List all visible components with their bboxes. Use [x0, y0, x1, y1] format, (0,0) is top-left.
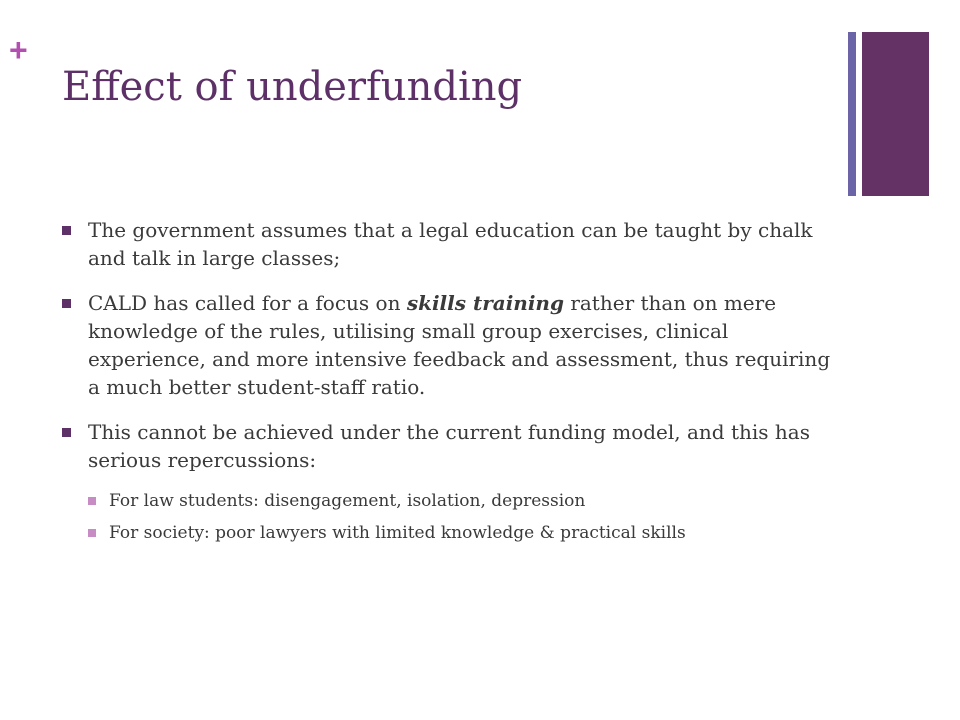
square-bullet-icon [62, 299, 71, 308]
decorative-bar-thin [848, 32, 856, 196]
bullet-text: This cannot be achieved under the current funding model, and this has serious repercussions: [88, 420, 810, 472]
decorative-bar-thick [862, 32, 929, 196]
slide-title: Effect of underfunding [62, 64, 523, 110]
sub-bullet-text: For law students: disengagement, isolation, depression [109, 491, 586, 511]
bullet-item-cald [62, 289, 832, 401]
bullet-text: The government assumes that a legal education can be taught by chalk and talk in large classes; [88, 218, 813, 270]
bullet-item-funding-model [62, 418, 832, 546]
bullet-item-government [62, 216, 832, 272]
square-bullet-icon [88, 497, 96, 505]
plus-icon: + [9, 32, 28, 68]
sub-bullet-text: For society: poor lawyers with limited knowledge & practical skills [109, 523, 686, 543]
bullet-list [62, 216, 832, 546]
emphasized-text: skills training [406, 291, 564, 315]
square-bullet-icon [62, 226, 71, 235]
sub-bullet-item-law-students [88, 488, 832, 514]
bullet-text-after: rather than on mere knowledge of the rules, utilising small group exercises, clinical experience, and more intensive feedback and assessment, thus requiring a much better student-staff ratio. [88, 291, 831, 399]
sub-bullet-item-society [88, 520, 832, 546]
bullet-text-before: CALD has called for a focus on [88, 291, 407, 315]
sub-bullet-list [88, 488, 832, 546]
square-bullet-icon [62, 428, 71, 437]
square-bullet-icon [88, 529, 96, 537]
